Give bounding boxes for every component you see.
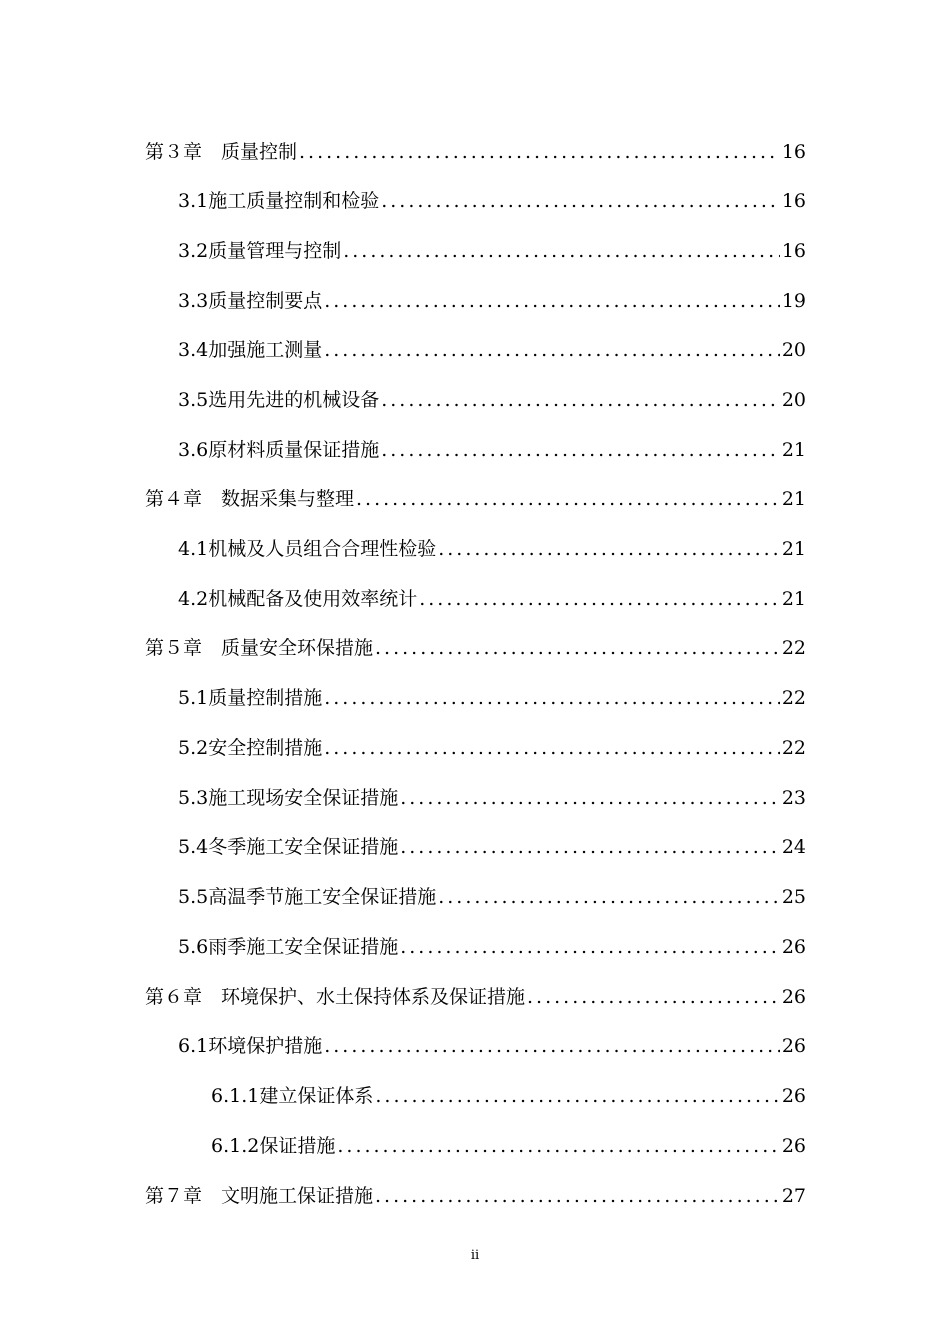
toc-entry-page: 16 bbox=[781, 240, 806, 262]
toc-dot-leader bbox=[375, 1081, 779, 1111]
toc-entry[interactable] bbox=[145, 633, 806, 663]
toc-entry[interactable] bbox=[178, 286, 806, 316]
toc-entry-title: 5.4冬季施工安全保证措施 bbox=[178, 836, 399, 858]
toc-dot-leader bbox=[438, 534, 780, 564]
toc-entry-title: 第５章 质量安全环保措施 bbox=[145, 637, 374, 659]
toc-entry-page: 19 bbox=[781, 290, 806, 312]
toc-entry-title: 5.1质量控制措施 bbox=[178, 687, 323, 709]
toc-entry-title: 5.3施工现场安全保证措施 bbox=[178, 787, 399, 809]
toc-entry-page: 26 bbox=[781, 1035, 806, 1057]
toc-dot-leader bbox=[400, 932, 780, 962]
toc-entry[interactable] bbox=[178, 1031, 806, 1061]
toc-entry[interactable] bbox=[178, 186, 806, 216]
toc-dot-leader bbox=[324, 733, 780, 763]
toc-entry[interactable] bbox=[145, 484, 806, 514]
toc-entry-page: 26 bbox=[781, 936, 806, 958]
toc-dot-leader bbox=[324, 286, 780, 316]
toc-entry-title: 第３章 质量控制 bbox=[145, 141, 298, 163]
toc-dot-leader bbox=[419, 584, 780, 614]
toc-entry-title: 5.6雨季施工安全保证措施 bbox=[178, 936, 399, 958]
toc-dot-leader bbox=[337, 1131, 779, 1161]
toc-dot-leader bbox=[381, 186, 780, 216]
toc-entry[interactable] bbox=[145, 137, 806, 167]
toc-entry-title: 4.2机械配备及使用效率统计 bbox=[178, 588, 418, 610]
toc-entry[interactable] bbox=[211, 1131, 806, 1161]
toc-entry[interactable] bbox=[178, 534, 806, 564]
toc-dot-leader bbox=[400, 832, 780, 862]
toc-entry-title: 3.1施工质量控制和检验 bbox=[178, 190, 380, 212]
toc-entry-page: 23 bbox=[781, 787, 806, 809]
toc-entry-page: 22 bbox=[781, 687, 806, 709]
toc-entry-title: 3.2质量管理与控制 bbox=[178, 240, 342, 262]
toc-entry-page: 16 bbox=[781, 190, 806, 212]
toc-dot-leader bbox=[381, 435, 780, 465]
toc-entry[interactable] bbox=[145, 1181, 806, 1211]
toc-entry-page: 26 bbox=[781, 986, 806, 1008]
toc-entry-page: 26 bbox=[781, 1085, 806, 1107]
toc-dot-leader bbox=[527, 982, 780, 1012]
toc-entry[interactable] bbox=[145, 982, 806, 1012]
toc-entry-page: 20 bbox=[781, 339, 806, 361]
toc-entry-page: 22 bbox=[781, 737, 806, 759]
toc-entry-title: 第４章 数据采集与整理 bbox=[145, 488, 355, 510]
toc-dot-leader bbox=[324, 335, 780, 365]
toc-entry[interactable] bbox=[178, 335, 806, 365]
toc-entry[interactable] bbox=[178, 832, 806, 862]
toc-dot-leader bbox=[375, 633, 780, 663]
toc-entry-page: 21 bbox=[781, 588, 806, 610]
toc-entry-title: 3.3质量控制要点 bbox=[178, 290, 323, 312]
toc-entry[interactable] bbox=[178, 733, 806, 763]
toc-entry-title: 3.4加强施工测量 bbox=[178, 339, 323, 361]
toc-entry-title: 第７章 文明施工保证措施 bbox=[145, 1185, 374, 1207]
toc-dot-leader bbox=[375, 1181, 780, 1211]
toc-entry-title: 4.1机械及人员组合合理性检验 bbox=[178, 538, 437, 560]
toc-entry[interactable] bbox=[178, 236, 806, 266]
toc-entry-title: 6.1.2保证措施 bbox=[211, 1135, 336, 1157]
toc-entry-title: 6.1环境保护措施 bbox=[178, 1035, 323, 1057]
toc-entry-title: 第６章 环境保护、水土保持体系及保证措施 bbox=[145, 986, 526, 1008]
toc-entry[interactable] bbox=[178, 683, 806, 713]
toc-entry-page: 20 bbox=[781, 389, 806, 411]
toc-dot-leader bbox=[343, 236, 780, 266]
toc-entry-title: 3.5选用先进的机械设备 bbox=[178, 389, 380, 411]
toc-entry-title: 5.5高温季节施工安全保证措施 bbox=[178, 886, 437, 908]
page-number: ii bbox=[470, 1248, 480, 1263]
toc-entry-page: 26 bbox=[781, 1135, 806, 1157]
toc-entry[interactable] bbox=[211, 1081, 806, 1111]
toc-entry-page: 16 bbox=[781, 141, 806, 163]
toc-entry-title: 5.2安全控制措施 bbox=[178, 737, 323, 759]
toc-entry-title: 3.6原材料质量保证措施 bbox=[178, 439, 380, 461]
toc-entry-page: 25 bbox=[781, 886, 806, 908]
toc-entry-page: 21 bbox=[781, 488, 806, 510]
toc-entry-page: 24 bbox=[781, 836, 806, 858]
toc-dot-leader bbox=[381, 385, 780, 415]
toc-entry[interactable] bbox=[178, 783, 806, 813]
toc-entry-title: 6.1.1建立保证体系 bbox=[211, 1085, 374, 1107]
toc-entry[interactable] bbox=[178, 385, 806, 415]
toc-dot-leader bbox=[400, 783, 780, 813]
toc-dot-leader bbox=[324, 683, 780, 713]
toc-entry[interactable] bbox=[178, 932, 806, 962]
toc-entry[interactable] bbox=[178, 584, 806, 614]
toc-entry-page: 22 bbox=[781, 637, 806, 659]
toc-dot-leader bbox=[356, 484, 780, 514]
toc-dot-leader bbox=[438, 882, 780, 912]
toc-dot-leader bbox=[324, 1031, 780, 1061]
toc-entry-page: 21 bbox=[781, 538, 806, 560]
toc-entry-page: 27 bbox=[781, 1185, 806, 1207]
toc-entry-page: 21 bbox=[781, 439, 806, 461]
toc-dot-leader bbox=[299, 137, 780, 167]
toc-entry[interactable] bbox=[178, 882, 806, 912]
toc-entry[interactable] bbox=[178, 435, 806, 465]
